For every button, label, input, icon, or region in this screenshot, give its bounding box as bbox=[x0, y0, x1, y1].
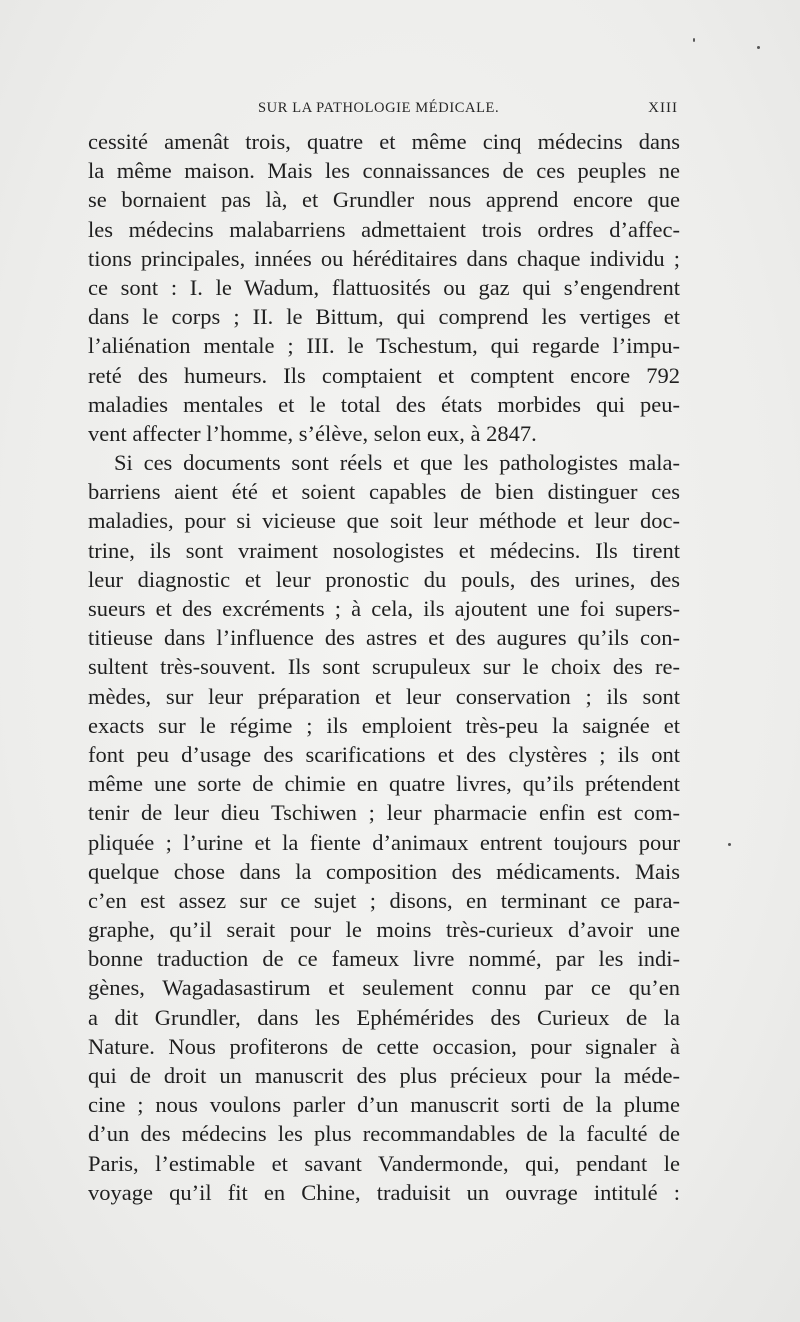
text-line: ce sont : I. le Wadum, flattuosités ou gaz qui s’engendrent bbox=[88, 274, 680, 300]
text-line: qui de droit un manuscrit des plus précieux pour la méde- bbox=[88, 1063, 680, 1088]
text-line: quelque chose dans la composition des médicaments. Mais bbox=[88, 858, 680, 884]
text-line: maladies, pour si vicieuse que soit leur méthode et leur doc- bbox=[88, 508, 680, 534]
text-line: c’en est assez sur ce sujet ; disons, en terminant ce para- bbox=[88, 887, 680, 913]
text-line: sultent très-souvent. Ils sont scrupuleux sur le choix des re- bbox=[88, 654, 680, 680]
page-header bbox=[88, 100, 680, 122]
text-line: cessité amenât trois, quatre et même cinq médecins dans bbox=[88, 129, 680, 154]
body-text bbox=[88, 127, 680, 1207]
text-line: graphe, qu’il serait pour le moins très-curieux d’avoir une bbox=[88, 917, 680, 943]
paper-speck bbox=[728, 843, 731, 846]
text-line: barriens aient été et soient capables de bien distinguer ces bbox=[88, 479, 680, 505]
paper-speck bbox=[757, 46, 760, 49]
text-line: tenir de leur dieu Tschiwen ; leur pharmacie enfin est com- bbox=[88, 800, 680, 826]
text-line: Paris, l’estimable et savant Vandermonde, qui, pendant le bbox=[88, 1150, 680, 1176]
text-line: l’aliénation mentale ; III. le Tschestum, qui regarde l’impu- bbox=[88, 333, 680, 359]
text-line-paragraph-start: Si ces documents sont réels et que les pathologistes mala- bbox=[114, 450, 680, 476]
text-line: bonne traduction de ce fameux livre nommé, par les indi- bbox=[88, 946, 680, 972]
text-line: tions principales, innées ou héréditaires dans chaque individu ; bbox=[88, 245, 680, 271]
paper-speck bbox=[693, 38, 695, 42]
text-line: mèdes, sur leur préparation et leur conservation ; ils sont bbox=[88, 683, 680, 709]
text-line: même une sorte de chimie en quatre livres, qu’ils prétendent bbox=[88, 771, 680, 797]
text-line: leur diagnostic et leur pronostic du pouls, des urines, des bbox=[88, 566, 680, 592]
text-line: pliquée ; l’urine et la fiente d’animaux entrent toujours pour bbox=[88, 829, 680, 855]
text-line: maladies mentales et le total des états morbides qui peu- bbox=[88, 391, 680, 417]
text-line: cine ; nous voulons parler d’un manuscrit sorti de la plume bbox=[88, 1092, 680, 1118]
text-line: voyage qu’il fit en Chine, traduisit un ouvrage intitulé : bbox=[88, 1179, 680, 1205]
text-line: sueurs et des excréments ; à cela, ils ajoutent une foi supers- bbox=[88, 596, 680, 621]
text-line: Nature. Nous profiterons de cette occasion, pour signaler à bbox=[88, 1033, 680, 1059]
text-line: la même maison. Mais les connaissances de ces peuples ne bbox=[88, 158, 680, 184]
running-head: SUR LA PATHOLOGIE MÉDICALE. bbox=[258, 100, 500, 116]
text-line: font peu d’usage des scarifications et des clystères ; ils ont bbox=[88, 741, 680, 767]
text-line: les médecins malabarriens admettaient trois ordres d’affec- bbox=[88, 216, 680, 242]
text-line: reté des humeurs. Ils comptaient et comptent encore 792 bbox=[88, 362, 680, 388]
text-line-paragraph-end: vent affecter l’homme, s’élève, selon eux, à 2847. bbox=[88, 420, 537, 446]
text-line: exacts sur le régime ; ils emploient très-peu la saignée et bbox=[88, 712, 680, 738]
text-line: gènes, Wagadasastirum et seulement connu par ce qu’en bbox=[88, 975, 680, 1001]
text-line: titieuse dans l’influence des astres et des augures qu’ils con- bbox=[88, 625, 680, 651]
text-line: a dit Grundler, dans les Ephémérides des Curieux de la bbox=[88, 1004, 680, 1030]
text-line: se bornaient pas là, et Grundler nous apprend encore que bbox=[88, 187, 680, 213]
text-line: dans le corps ; II. le Bittum, qui comprend les vertiges et bbox=[88, 304, 680, 330]
text-line: trine, ils sont vraiment nosologistes et médecins. Ils tirent bbox=[88, 537, 680, 563]
text-line: d’un des médecins les plus recommandables de la faculté de bbox=[88, 1121, 680, 1147]
page-number: XIII bbox=[648, 100, 678, 116]
